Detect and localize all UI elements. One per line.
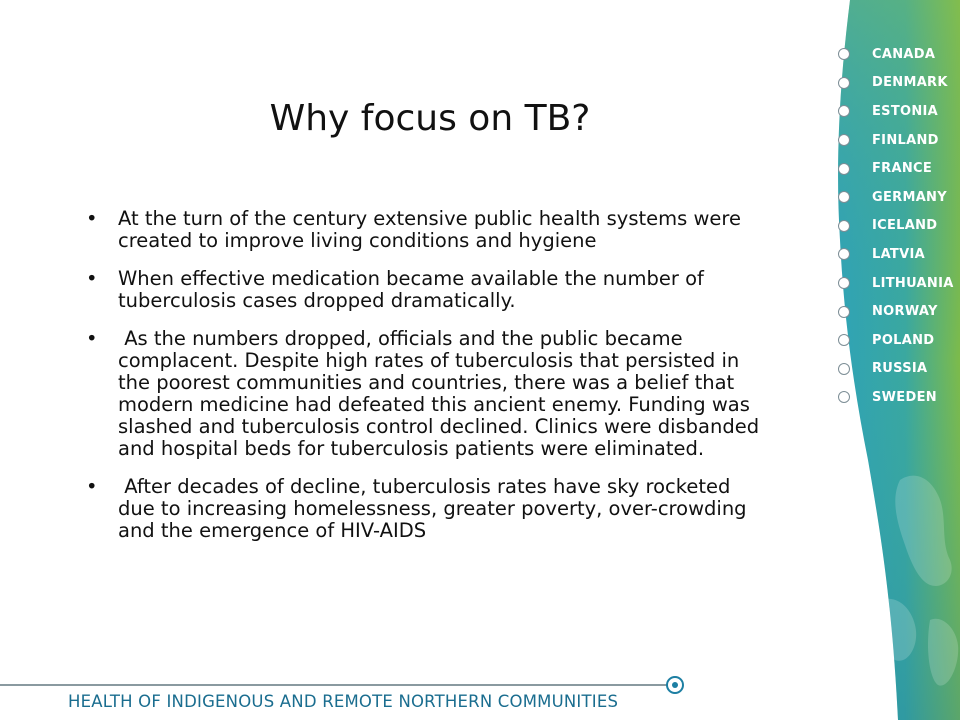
country-item bbox=[838, 297, 960, 326]
country-item bbox=[838, 355, 960, 384]
country-item bbox=[838, 40, 960, 69]
bullet-item bbox=[80, 327, 766, 460]
country-name: GERMANY bbox=[872, 189, 947, 205]
circle-bullet-icon bbox=[838, 77, 850, 89]
country-item bbox=[838, 97, 960, 126]
country-list bbox=[838, 40, 960, 412]
target-circle-icon bbox=[666, 676, 684, 694]
circle-bullet-icon bbox=[838, 306, 850, 318]
circle-bullet-icon bbox=[838, 48, 850, 60]
circle-bullet-icon bbox=[838, 220, 850, 232]
bullet-list bbox=[80, 207, 766, 558]
bullet-dot-icon: • bbox=[86, 475, 98, 498]
country-name: POLAND bbox=[872, 332, 935, 348]
footer-text: HEALTH OF INDIGENOUS AND REMOTE NORTHERN COMMUNITIES bbox=[68, 692, 619, 711]
country-name: LITHUANIA bbox=[872, 275, 954, 291]
country-name: DENMARK bbox=[872, 75, 948, 91]
country-item bbox=[838, 183, 960, 212]
circle-bullet-icon bbox=[838, 334, 850, 346]
circle-bullet-icon bbox=[838, 105, 850, 117]
country-name: SWEDEN bbox=[872, 389, 937, 405]
bullet-dot-icon: • bbox=[86, 327, 98, 350]
country-name: FINLAND bbox=[872, 132, 939, 148]
country-name: LATVIA bbox=[872, 246, 925, 262]
circle-bullet-icon bbox=[838, 191, 850, 203]
bullet-text: When effective medication became available the number of tuberculosis cases dropped dramatically. bbox=[118, 267, 704, 312]
slide-title: Why focus on TB? bbox=[269, 98, 591, 139]
bullet-text: As the numbers dropped, officials and the public became complacent. Despite high rates of tuberculosis that persisted in the poorest communities and countries, there was a belief that modern medicine had defeated this ancient enemy. Funding was slashed and tuberculosis control declined. Clinics were disbanded and hospital beds for tuberculosis patients were eliminated. bbox=[118, 327, 766, 460]
bullet-dot-icon: • bbox=[86, 207, 98, 230]
country-item bbox=[838, 269, 960, 298]
bullet-text: After decades of decline, tuberculosis rates have sky rocketed due to increasing homelessness, greater poverty, over-crowding and the emergence of HIV-AIDS bbox=[118, 475, 753, 542]
country-item bbox=[838, 383, 960, 412]
circle-bullet-icon bbox=[838, 163, 850, 175]
circle-bullet-icon bbox=[838, 363, 850, 375]
country-name: NORWAY bbox=[872, 304, 938, 320]
country-item bbox=[838, 240, 960, 269]
circle-bullet-icon bbox=[838, 277, 850, 289]
country-item bbox=[838, 126, 960, 155]
country-name: RUSSIA bbox=[872, 361, 928, 377]
bullet-item bbox=[80, 476, 760, 542]
country-name: FRANCE bbox=[872, 161, 933, 177]
circle-bullet-icon bbox=[838, 248, 850, 260]
circle-bullet-icon bbox=[838, 391, 850, 403]
bullet-text: At the turn of the century extensive public health systems were created to improve living conditions and hygiene bbox=[118, 207, 742, 252]
country-item bbox=[838, 69, 960, 98]
country-name: ICELAND bbox=[872, 218, 938, 234]
country-item bbox=[838, 212, 960, 241]
bullet-dot-icon: • bbox=[86, 267, 98, 290]
bullet-item bbox=[80, 268, 760, 312]
country-name: ESTONIA bbox=[872, 103, 939, 119]
target-circle-center bbox=[672, 682, 678, 688]
country-item bbox=[838, 154, 960, 183]
country-name: CANADA bbox=[872, 46, 936, 62]
circle-bullet-icon bbox=[838, 134, 850, 146]
country-item bbox=[838, 326, 960, 355]
footer-divider bbox=[0, 684, 670, 686]
bullet-item bbox=[80, 208, 760, 252]
